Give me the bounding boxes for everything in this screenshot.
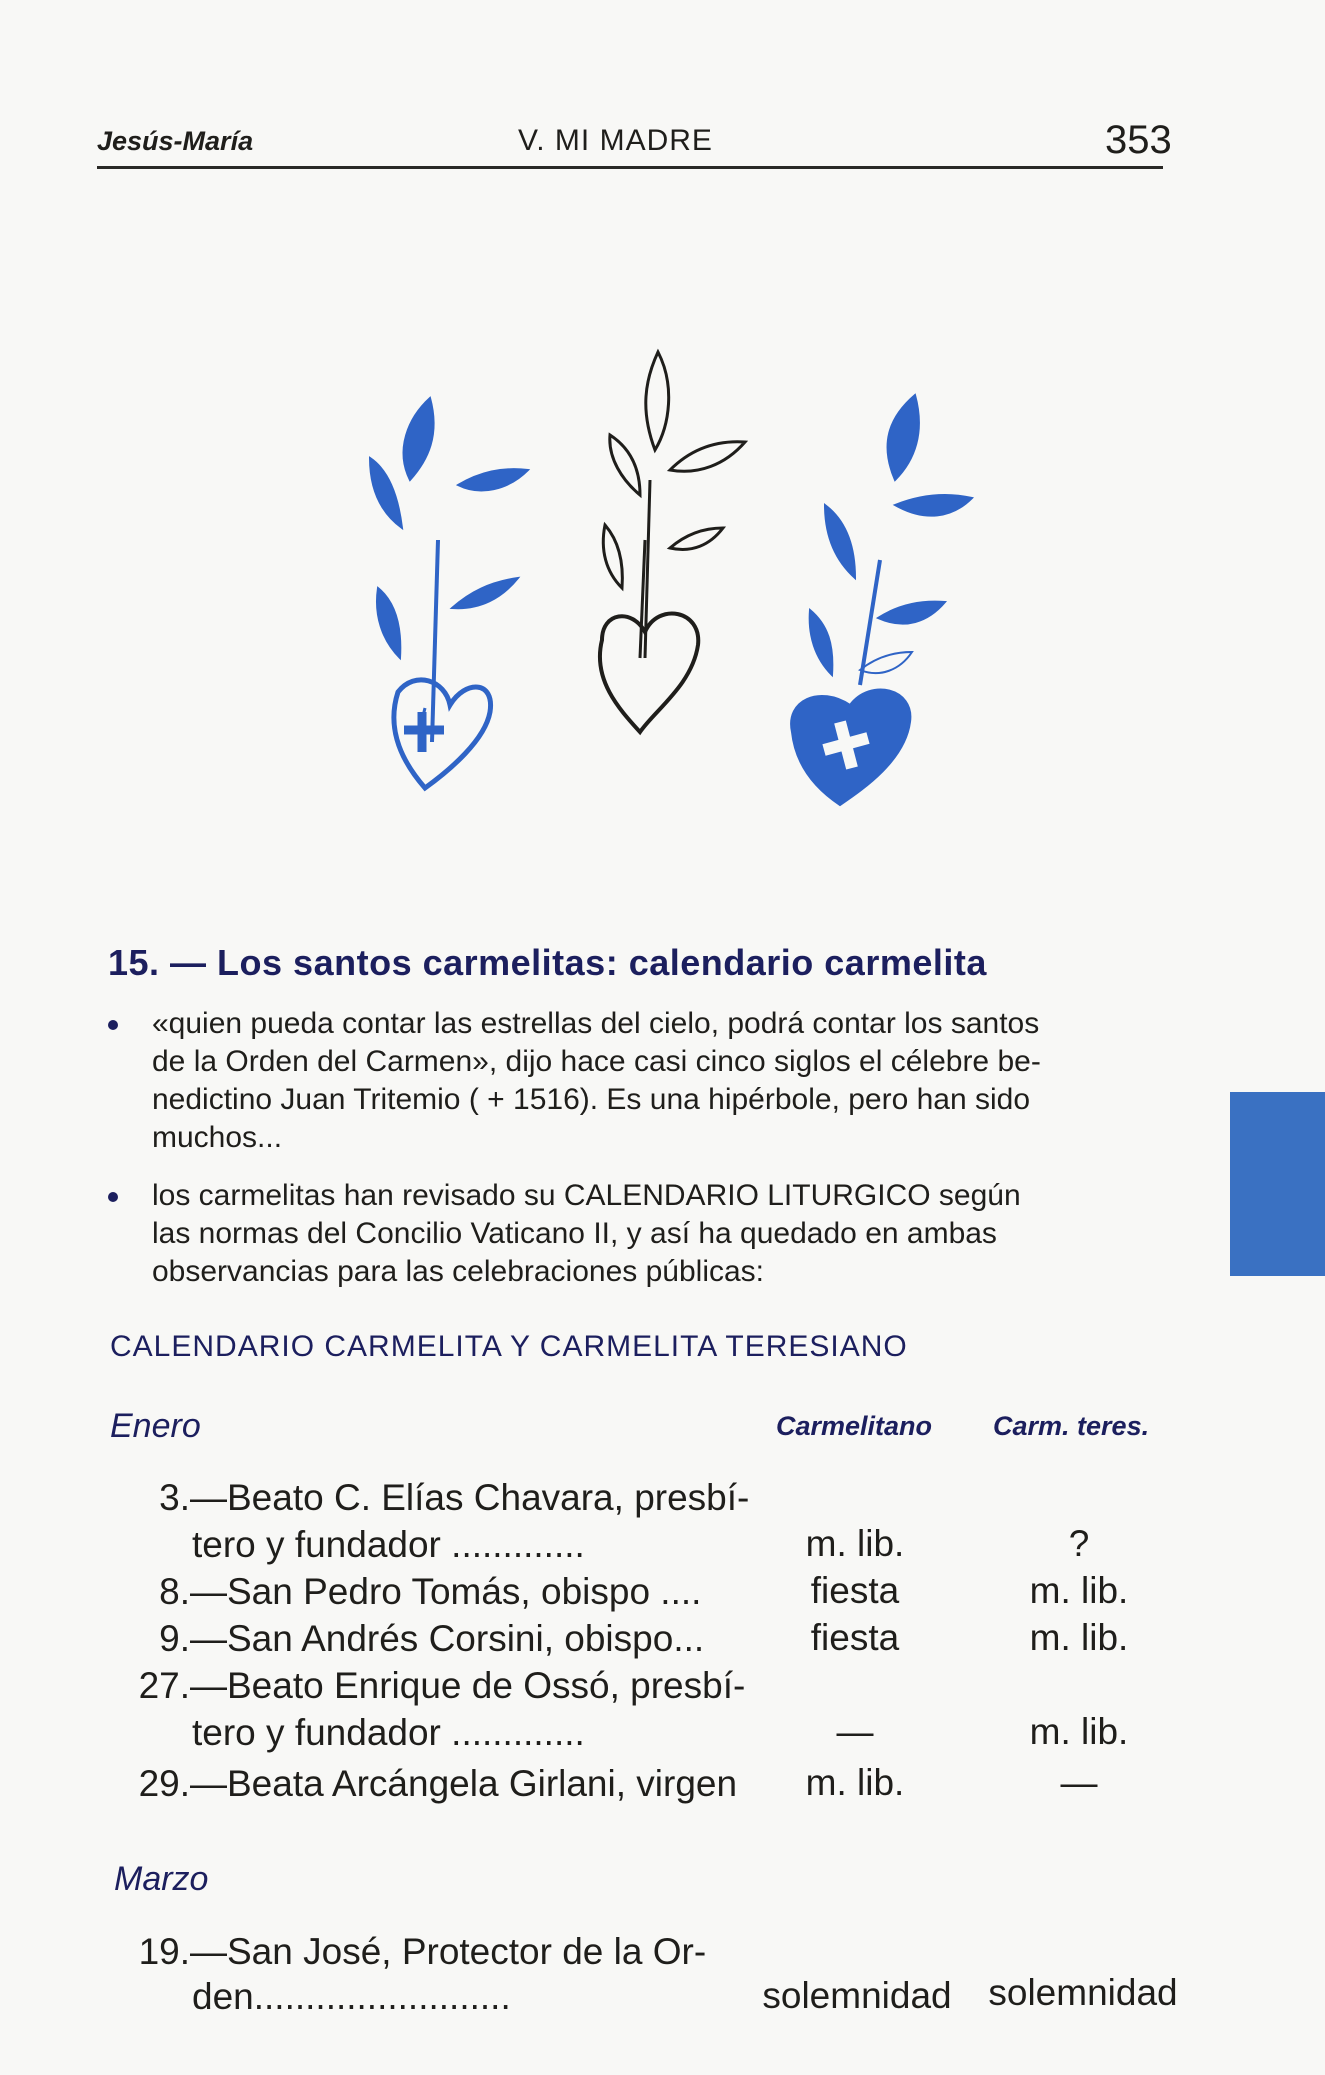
calendar-heading: CALENDARIO CARMELITA Y CARMELITA TERESIANO: [110, 1330, 908, 1363]
entry-day: 9.: [159, 1618, 190, 1659]
entry-teresiano: m. lib.: [1029, 1570, 1129, 1611]
page-number: 353: [1105, 118, 1172, 162]
calendar-entry: [110, 1930, 706, 1974]
bullet-line: «quien pueda contar las estrellas del cielo, podrá contar los santos: [152, 1007, 1040, 1040]
entry-text-continuation: tero y fundador .............: [192, 1524, 585, 1565]
header-rule: [97, 166, 1163, 169]
month-heading-marzo: Marzo: [114, 1860, 209, 1898]
entry-text-continuation: tero y fundador .............: [192, 1712, 585, 1753]
entry-text: —San Pedro Tomás, obispo ....: [190, 1571, 702, 1612]
chapter-side-tab: [1230, 1092, 1325, 1276]
column-header-carmelitano: Carmelitano: [776, 1411, 933, 1441]
entry-day: 19.: [138, 1931, 190, 1972]
bullet-item: [108, 1005, 1183, 1157]
calendar-entry: [110, 1617, 704, 1661]
heart-with-cross-flower-outline-icon: [370, 398, 528, 788]
bullet-line: muchos...: [152, 1121, 283, 1154]
entry-carmelitano: —: [836, 1711, 874, 1752]
bullet-line: observancias para las celebraciones públicas:: [152, 1255, 765, 1288]
section-title: 15. — Los santos carmelitas: calendario carmelita: [108, 942, 987, 983]
entry-teresiano: ?: [1068, 1523, 1090, 1564]
entry-text-continuation: den.........................: [192, 1976, 511, 2017]
entry-teresiano: m. lib.: [1029, 1711, 1129, 1752]
entry-teresiano: solemnidad: [988, 1972, 1178, 2013]
bullet-line: los carmelitas han revisado su CALENDARIO LITURGICO según: [152, 1179, 1021, 1212]
header-left-title: Jesús-María: [97, 126, 254, 156]
entry-carmelitano: m. lib.: [805, 1762, 905, 1803]
three-heart-flowers-illustration: [340, 340, 980, 820]
entry-text: —Beato C. Elías Chavara, presbí-: [190, 1477, 750, 1518]
entry-carmelitano: m. lib.: [805, 1523, 905, 1564]
calendar-entry: [110, 1664, 745, 1708]
bullet-dot-icon: [108, 1020, 118, 1030]
entry-carmelitano: fiesta: [810, 1617, 900, 1658]
entry-carmelitano: solemnidad: [762, 1975, 952, 2016]
header-chapter-title: V. MI MADRE: [518, 124, 713, 157]
entry-text: —San José, Protector de la Or-: [190, 1931, 707, 1972]
bullet-dot-icon: [108, 1192, 118, 1202]
entry-day: 8.: [159, 1571, 190, 1612]
month-heading-enero: Enero: [110, 1407, 201, 1445]
heart-flower-black-outline-icon: [600, 352, 745, 732]
heart-with-cross-flower-filled-icon: [791, 395, 972, 805]
calendar-entry: [110, 1762, 737, 1806]
calendar-entry: [110, 1476, 749, 1520]
entry-text: —Beata Arcángela Girlani, virgen: [190, 1763, 738, 1804]
entry-teresiano: m. lib.: [1029, 1617, 1129, 1658]
bullet-item: [108, 1177, 1183, 1291]
entry-text: —Beato Enrique de Ossó, presbí-: [190, 1665, 746, 1706]
bullet-line: nedictino Juan Tritemio ( + 1516). Es una hipérbole, pero han sido: [152, 1083, 1031, 1116]
entry-text: —San Andrés Corsini, obispo...: [190, 1618, 705, 1659]
entry-carmelitano: fiesta: [810, 1570, 900, 1611]
column-header-teresiano: Carm. teres.: [993, 1411, 1150, 1441]
entry-teresiano: —: [1060, 1762, 1098, 1803]
bullet-line: las normas del Concilio Vaticano II, y así ha quedado en ambas: [152, 1217, 997, 1250]
bullet-line: de la Orden del Carmen», dijo hace casi cinco siglos el célebre be-: [152, 1045, 1041, 1078]
entry-day: 29.: [138, 1763, 190, 1804]
entry-day: 3.: [159, 1477, 190, 1518]
calendar-entry: [110, 1570, 701, 1614]
entry-day: 27.: [138, 1665, 190, 1706]
